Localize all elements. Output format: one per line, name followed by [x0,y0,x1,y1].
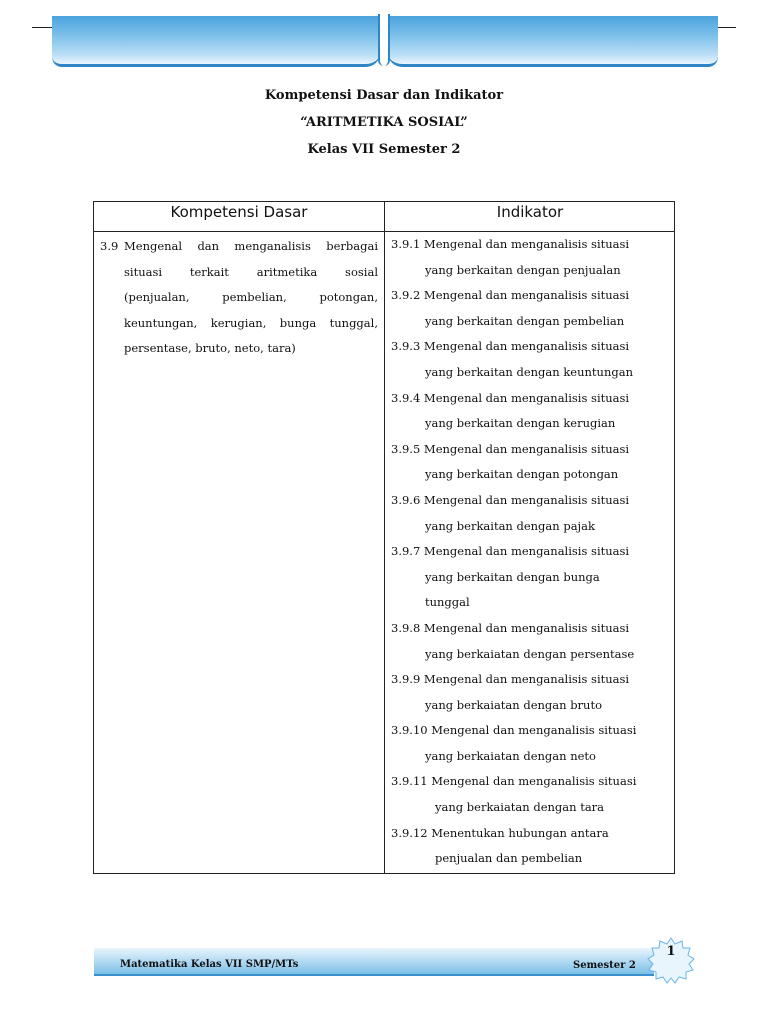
page-number: 1 [666,944,676,959]
indikator-item [391,488,673,539]
indikator-line: yang berkaiatan dengan neto [425,748,596,763]
indikator-item [391,616,673,667]
header-banner-right [388,16,718,67]
indikator-line: 3.9.12 Menentukan hubungan antara [391,825,609,840]
indikator-item [391,718,673,769]
indikator-line: yang berkaitan dengan pajak [425,518,595,533]
kd-line: (penjualan, pembelian, potongan, [124,290,378,305]
indikator-item [391,821,673,872]
document-title: Kompetensi Dasar dan Indikator [264,88,504,103]
indikator-line: yang berkaitan dengan bunga [425,569,600,584]
header-rule-left [32,27,54,28]
indikator-line: 3.9.5 Mengenal dan menganalisis situasi [391,441,630,456]
footer-semester: Semester 2 [573,960,636,971]
header-banner-spine [378,14,390,66]
indikator-item [391,334,673,385]
indikator-line: 3.9.8 Mengenal dan menganalisis situasi [391,620,630,635]
kd-line: Mengenal dan menganalisis berbagai [124,239,378,253]
footer-book-title: Matematika Kelas VII SMP/MTs [120,959,299,970]
competency-table [93,201,675,874]
indikator-line: yang berkaiatan dengan persentase [425,646,635,661]
indikator-line: 3.9.1 Mengenal dan menganalisis situasi [391,237,630,251]
document-subtitle: “ARITMETIKA SOSIAL” [300,115,468,130]
indikator-line: 3.9.9 Mengenal dan menganalisis situasi [391,672,630,687]
kd-line: keuntungan, kerugian, bunga tunggal, [124,315,378,330]
document-class-semester: Kelas VII Semester 2 [307,142,461,157]
indikator-line: yang berkaitan dengan potongan [425,467,619,482]
indikator-item [391,283,673,334]
header-indikator: Indikator [496,203,564,221]
indikator-line: yang berkaiatan dengan bruto [425,697,603,712]
indikator-item [391,386,673,437]
indikator-line: 3.9.11 Mengenal dan menganalisis situasi [391,774,637,789]
header-kompetensi-dasar: Kompetensi Dasar [170,203,308,221]
kompetensi-dasar-cell [100,234,378,362]
indikator-line: yang berkaitan dengan keuntungan [425,364,633,379]
kd-line: persentase, bruto, neto, tara) [124,341,296,356]
indikator-line: yang berkaitan dengan penjualan [425,262,621,277]
kd-line: situasi terkait aritmetika sosial [124,264,378,279]
indikator-item [391,769,673,820]
indikator-item [391,232,673,283]
indikator-line: tunggal [425,595,470,610]
indikator-line: yang berkaitan dengan kerugian [425,416,616,431]
kd-text [124,234,378,362]
indikator-line: yang berkaitan dengan pembelian [425,313,625,328]
indikator-line: penjualan dan pembelian [435,851,583,866]
indikator-line: 3.9.6 Mengenal dan menganalisis situasi [391,492,630,507]
indikator-line: 3.9.4 Mengenal dan menganalisis situasi [391,390,630,405]
indikator-line: 3.9.7 Mengenal dan menganalisis situasi [391,544,630,559]
indikator-item [391,539,673,616]
indikator-line: 3.9.10 Mengenal dan menganalisis situasi [391,723,637,738]
indikator-cell [391,232,673,872]
indikator-item [391,437,673,488]
indikator-line: 3.9.3 Mengenal dan menganalisis situasi [391,339,630,354]
kd-number: 3.9 [100,239,119,253]
indikator-line: yang berkaiatan dengan tara [435,800,605,815]
indikator-line: 3.9.2 Mengenal dan menganalisis situasi [391,288,630,303]
indikator-item [391,667,673,718]
column-divider [384,202,385,873]
header-banner-left [52,16,380,67]
